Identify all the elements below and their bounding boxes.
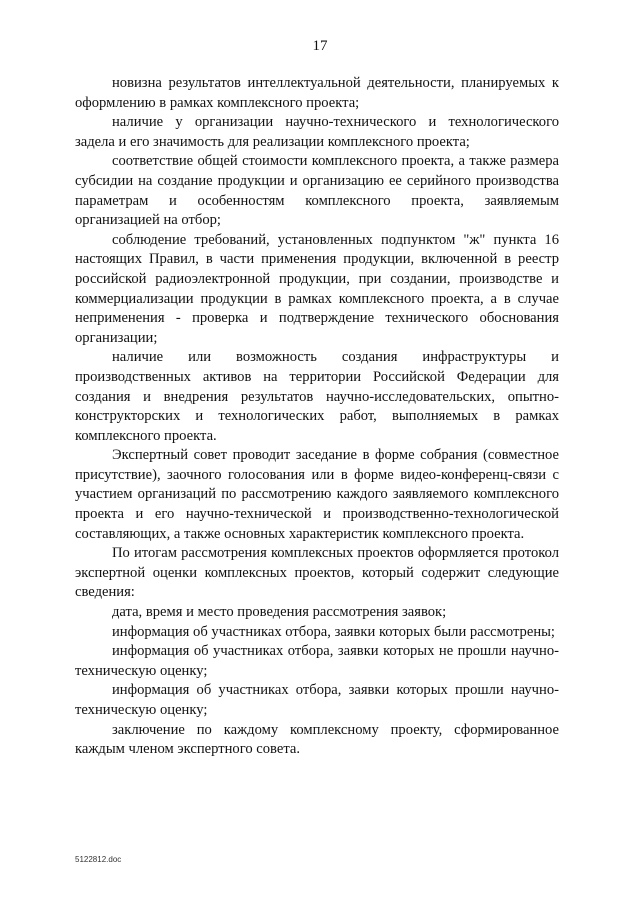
paragraph: новизна результатов интеллектуальной деятельности, планируемых к оформлению в рамках комплексного проекта; [75, 75, 559, 111]
paragraph: соответствие общей стоимости комплексного проекта, а также размера субсидии на создание продукции и организацию ее серийного производства параметрам и особенностям комплексного проекта, заявляемым организацией на отбор; [75, 153, 559, 229]
paragraph: наличие или возможность создания инфраструктуры и производственных активов на территории Российской Федерации для создания и внедрения результатов научно-исследовательских, опытно-конструкторских и технологических работ, выполняемых в рамках комплексного проекта. [75, 349, 559, 444]
paragraph: дата, время и место проведения рассмотрения заявок; [112, 604, 447, 621]
document-body [75, 74, 559, 760]
paragraph: информация об участниках отбора, заявки которых не прошли научно-техническую оценку; [75, 643, 559, 679]
paragraph: соблюдение требований, установленных подпунктом "ж" пункта 16 настоящих Правил, в части применения продукции, включенной в реестр российской радиоэлектронной продукции, при создании, производстве и коммерциализации продукции в рамках комплексного проекта, а в случае неприменения - проверка и подтверждение технического обоснования организации; [75, 231, 559, 346]
paragraph: наличие у организации научно-технического и технологического задела и его значимость для реализации комплексного проекта; [75, 114, 559, 150]
file-name-footer: 5122812.doc [75, 855, 122, 864]
paragraph: Экспертный совет проводит заседание в форме собрания (совместное присутствие), заочного голосования или в форме видео-конференц-связи с участием организаций по рассмотрению каждого заявляемого комплексного проекта и его научно-технической и производственно-технологической составляющих, а также основных характеристик комплексного проекта. [75, 447, 559, 542]
paragraph: информация об участниках отбора, заявки которых были рассмотрены; [112, 623, 555, 640]
paragraph: информация об участниках отбора, заявки которых прошли научно-техническую оценку; [75, 682, 559, 718]
paragraph: заключение по каждому комплексному проекту, сформированное каждым членом экспертного совета. [75, 721, 559, 758]
paragraph: По итогам рассмотрения комплексных проектов оформляется протокол экспертной оценки комплексных проектов, который содержит следующие сведения: [75, 545, 559, 601]
page-number: 17 [312, 38, 328, 54]
